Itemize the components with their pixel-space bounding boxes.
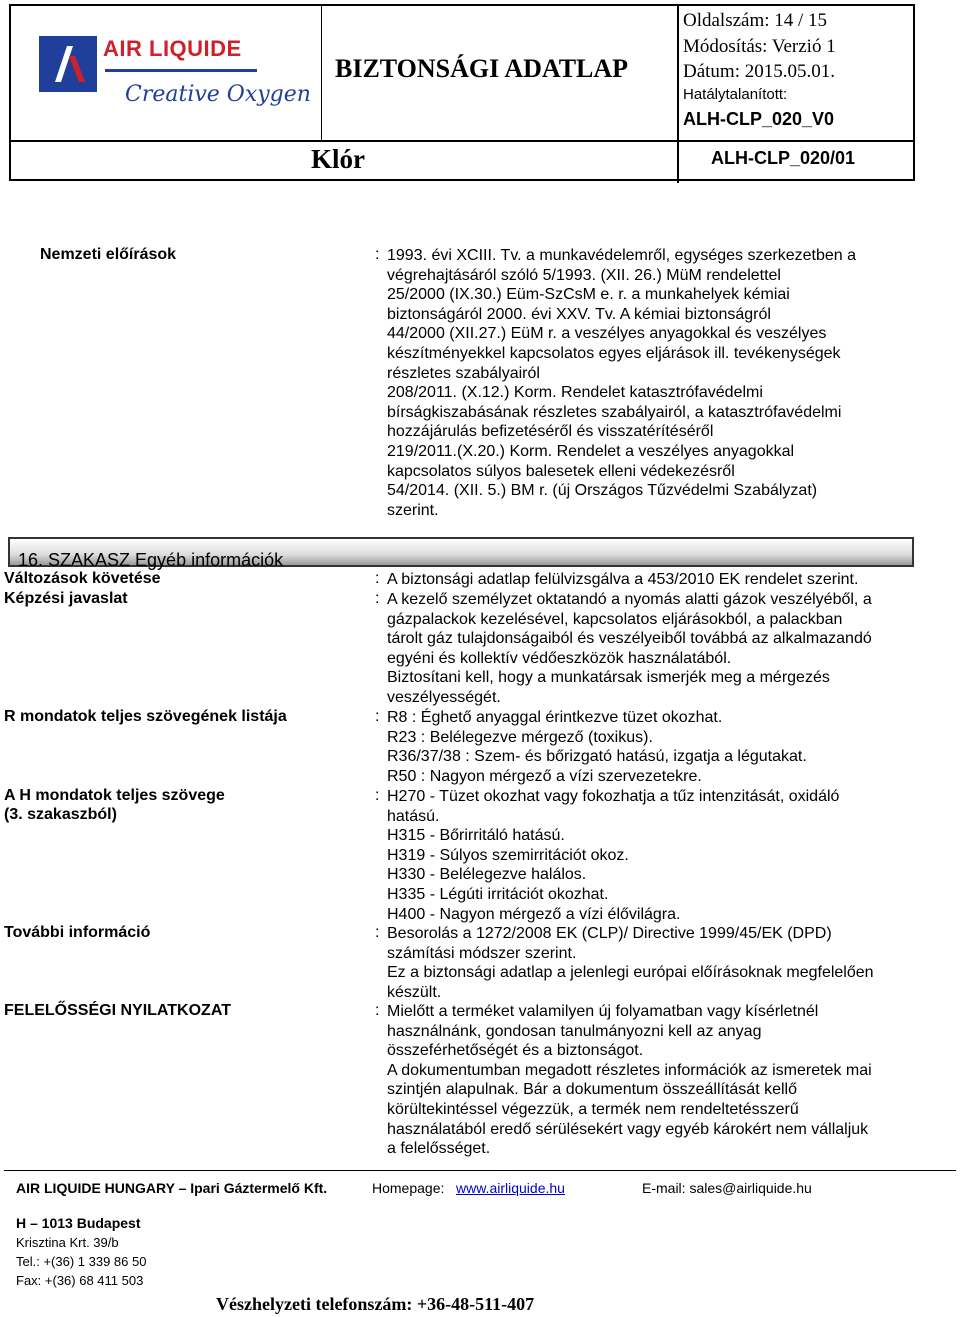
text-line: kapcsolatos súlyos balesetek elleni védekezésről xyxy=(387,462,735,480)
text-line: biztonságáról 2000. évi XXV. Tv. A kémiai biztonságról xyxy=(387,305,771,323)
text-line: körültekintéssel végezzük, a termék nem rendeltetésszerű xyxy=(387,1100,799,1118)
meta-cell xyxy=(677,6,913,140)
h-statements-sublabel: (3. szakaszból) xyxy=(4,806,117,823)
text-line: A biztonsági adatlap felülvizsgálva a 453/2010 EK rendelet szerint. xyxy=(387,571,859,588)
text-line: bírságkiszabásának részletes szabályairól, a katasztrófavédelmi xyxy=(387,403,842,421)
text-line: 54/2014. (XII. 5.) BM r. (új Országos Tűzvédelmi Szabályzat) xyxy=(387,482,818,500)
text-line: hatású. xyxy=(387,807,440,825)
emergency-phone: Vészhelyzeti telefonszám: +36-48-511-407 xyxy=(216,1294,535,1314)
text-line: H330 - Belélegezve halálos. xyxy=(387,866,587,884)
logo-tagline: Creative Oxygen xyxy=(125,82,311,107)
text-line: A dokumentumban megadott részletes információk az ismeretek mai xyxy=(387,1061,872,1079)
issue-date: Dátum: 2015.05.01. xyxy=(683,61,835,82)
colon: : xyxy=(375,787,380,804)
footer-street: Krisztina Krt. 39/b xyxy=(16,1235,119,1250)
text-line: 25/2000 (IX.30.) Eüm-SzCsM e. r. a munkahelyek kémiai xyxy=(387,286,790,304)
superseded-label: Hatálytalanított: xyxy=(683,86,788,103)
colon: : xyxy=(375,246,380,263)
text-line: Besorolás a 1272/2008 EK (CLP)/ Directive 1999/45/EK (DPD) xyxy=(387,925,832,942)
footer-city: H – 1013 Budapest xyxy=(16,1215,141,1231)
text-line: 44/2000 (XII.27.) EüM r. a veszélyes anyagokkal és veszélyes xyxy=(387,325,827,343)
text-line: hozzájárulás befizetéséről és visszatérítéséről xyxy=(387,423,714,441)
text-line: összeférhetőségét és a biztonságot. xyxy=(387,1042,644,1060)
text-line: Biztosítani kell, hogy a munkatársak ismerjék meg a mérgezés xyxy=(387,669,830,687)
footer-homepage-label: Homepage: xyxy=(372,1180,445,1196)
colon: : xyxy=(375,924,380,941)
footer-tel: Tel.: +(36) 1 339 86 50 xyxy=(16,1254,147,1269)
text-line: tárolt gáz tulajdonságaiból és veszélyeiből továbbá az alkalmazandó xyxy=(387,630,872,648)
footer-fax: Fax: +(36) 68 411 503 xyxy=(16,1273,144,1288)
text-line: H400 - Nagyon mérgező a vízi élővilágra. xyxy=(387,905,681,923)
national-regulations-label: Nemzeti előírások xyxy=(40,246,177,263)
logo-brand-text: AIR LIQUIDE xyxy=(103,36,242,61)
footer-divider xyxy=(4,1170,956,1171)
section-16-heading xyxy=(8,537,914,570)
text-line: H319 - Súlyos szemirritációt okoz. xyxy=(387,846,629,864)
training-text xyxy=(387,590,927,708)
footer-homepage-link[interactable]: www.airliquide.hu xyxy=(456,1180,565,1196)
text-line: a felelősséget. xyxy=(387,1140,491,1158)
air-liquide-logo-icon xyxy=(39,36,97,92)
logo-underline xyxy=(105,69,257,72)
document-code: ALH-CLP_020/01 xyxy=(711,148,856,168)
r-phrases-text xyxy=(387,708,927,786)
disclaimer-label: FELELŐSSÉGI NYILATKOZAT xyxy=(4,1002,231,1019)
superseded-code: ALH-CLP_020_V0 xyxy=(683,109,835,129)
text-line: szerint. xyxy=(387,501,439,519)
text-line: R8 : Éghető anyaggal érintkezve tüzet okozhat. xyxy=(387,709,723,726)
document-title: BIZTONSÁGI ADATLAP xyxy=(335,54,629,83)
page-number: Oldalszám: 14 / 15 xyxy=(683,10,828,31)
text-line: R36/37/38 : Szem- és bőrizgató hatású, izgatja a légutakat. xyxy=(387,748,807,766)
title-cell xyxy=(321,6,677,140)
text-line: 219/2011.(X.20.) Korm. Rendelet a veszélyes anyagokkal xyxy=(387,442,795,460)
text-line: használnánk, gondosan tanulmányozni kell az anyag xyxy=(387,1022,762,1040)
training-label: Képzési javaslat xyxy=(4,590,128,607)
revision: Módosítás: Verzió 1 xyxy=(683,36,836,57)
text-line: A kezelő személyzet oktatandó a nyomás alatti gázok veszélyéből, a xyxy=(387,591,872,608)
text-line: R23 : Belélegezve mérgező (toxikus). xyxy=(387,728,653,746)
colon: : xyxy=(375,708,380,725)
text-line: szintjén alapulnak. Bár a dokumentum összeállítását kellő xyxy=(387,1081,797,1099)
text-line: készítményekkel kapcsolatos egyes eljárások ill. tevékenységek xyxy=(387,344,841,362)
text-line: használatából eredő sérülésekért vagy egyéb károkért nem vállaljuk xyxy=(387,1120,869,1138)
changes-text xyxy=(387,570,927,590)
further-info-text xyxy=(387,924,927,1002)
company-logo xyxy=(11,6,321,140)
text-line: 1993. évi XCIII. Tv. a munkavédelemről, egységes szerkezetben a xyxy=(387,247,856,264)
colon: : xyxy=(375,570,380,587)
further-info-label: További információ xyxy=(4,924,151,941)
text-line: Mielőtt a terméket valamilyen új folyamatban vagy kísérletnél xyxy=(387,1003,819,1020)
text-line: H315 - Bőrirritáló hatású. xyxy=(387,827,565,845)
colon: : xyxy=(375,590,380,607)
disclaimer-text xyxy=(387,1002,927,1159)
text-line: készült. xyxy=(387,983,442,1001)
text-line: 208/2011. (X.12.) Korm. Rendelet katasztrófavédelmi xyxy=(387,384,763,402)
text-line: végrehajtásáról szóló 5/1993. (XII. 26.) MüM rendelettel xyxy=(387,266,781,284)
text-line: részletes szabályairól xyxy=(387,364,540,382)
colon: : xyxy=(375,1002,380,1019)
footer-company: AIR LIQUIDE HUNGARY – Ipari Gáztermelő Kft. xyxy=(16,1180,328,1196)
text-line: gázpalackok kezelésével, kapcsolatos eljárásokból, a palackban xyxy=(387,610,843,628)
text-line: Ez a biztonsági adatlap a jelenlegi európai előírásoknak megfelelően xyxy=(387,964,874,982)
national-regulations-text xyxy=(387,246,927,520)
footer-email[interactable]: E-mail: sales@airliquide.hu xyxy=(642,1180,812,1196)
section-16-title: 16. SZAKASZ Egyéb információk xyxy=(18,550,284,570)
text-line: R50 : Nagyon mérgező a vízi szervezetekre. xyxy=(387,767,702,785)
text-line: számítási módszer szerint. xyxy=(387,944,577,962)
h-statements-text xyxy=(387,787,927,924)
text-line: H270 - Tüzet okozhat vagy fokozhatja a tűz intenzitását, oxidáló xyxy=(387,788,840,805)
text-line: egyéni és kollektív védőeszközök használatából. xyxy=(387,649,732,667)
r-phrases-label: R mondatok teljes szövegének listája xyxy=(4,708,287,725)
changes-label: Változások követése xyxy=(4,570,161,587)
h-statements-label: A H mondatok teljes szövege xyxy=(4,787,225,804)
document-header xyxy=(9,4,915,181)
text-line: veszélyességét. xyxy=(387,688,501,706)
text-line: H335 - Légúti irritációt okozhat. xyxy=(387,885,609,903)
product-name: Klór xyxy=(311,144,365,174)
